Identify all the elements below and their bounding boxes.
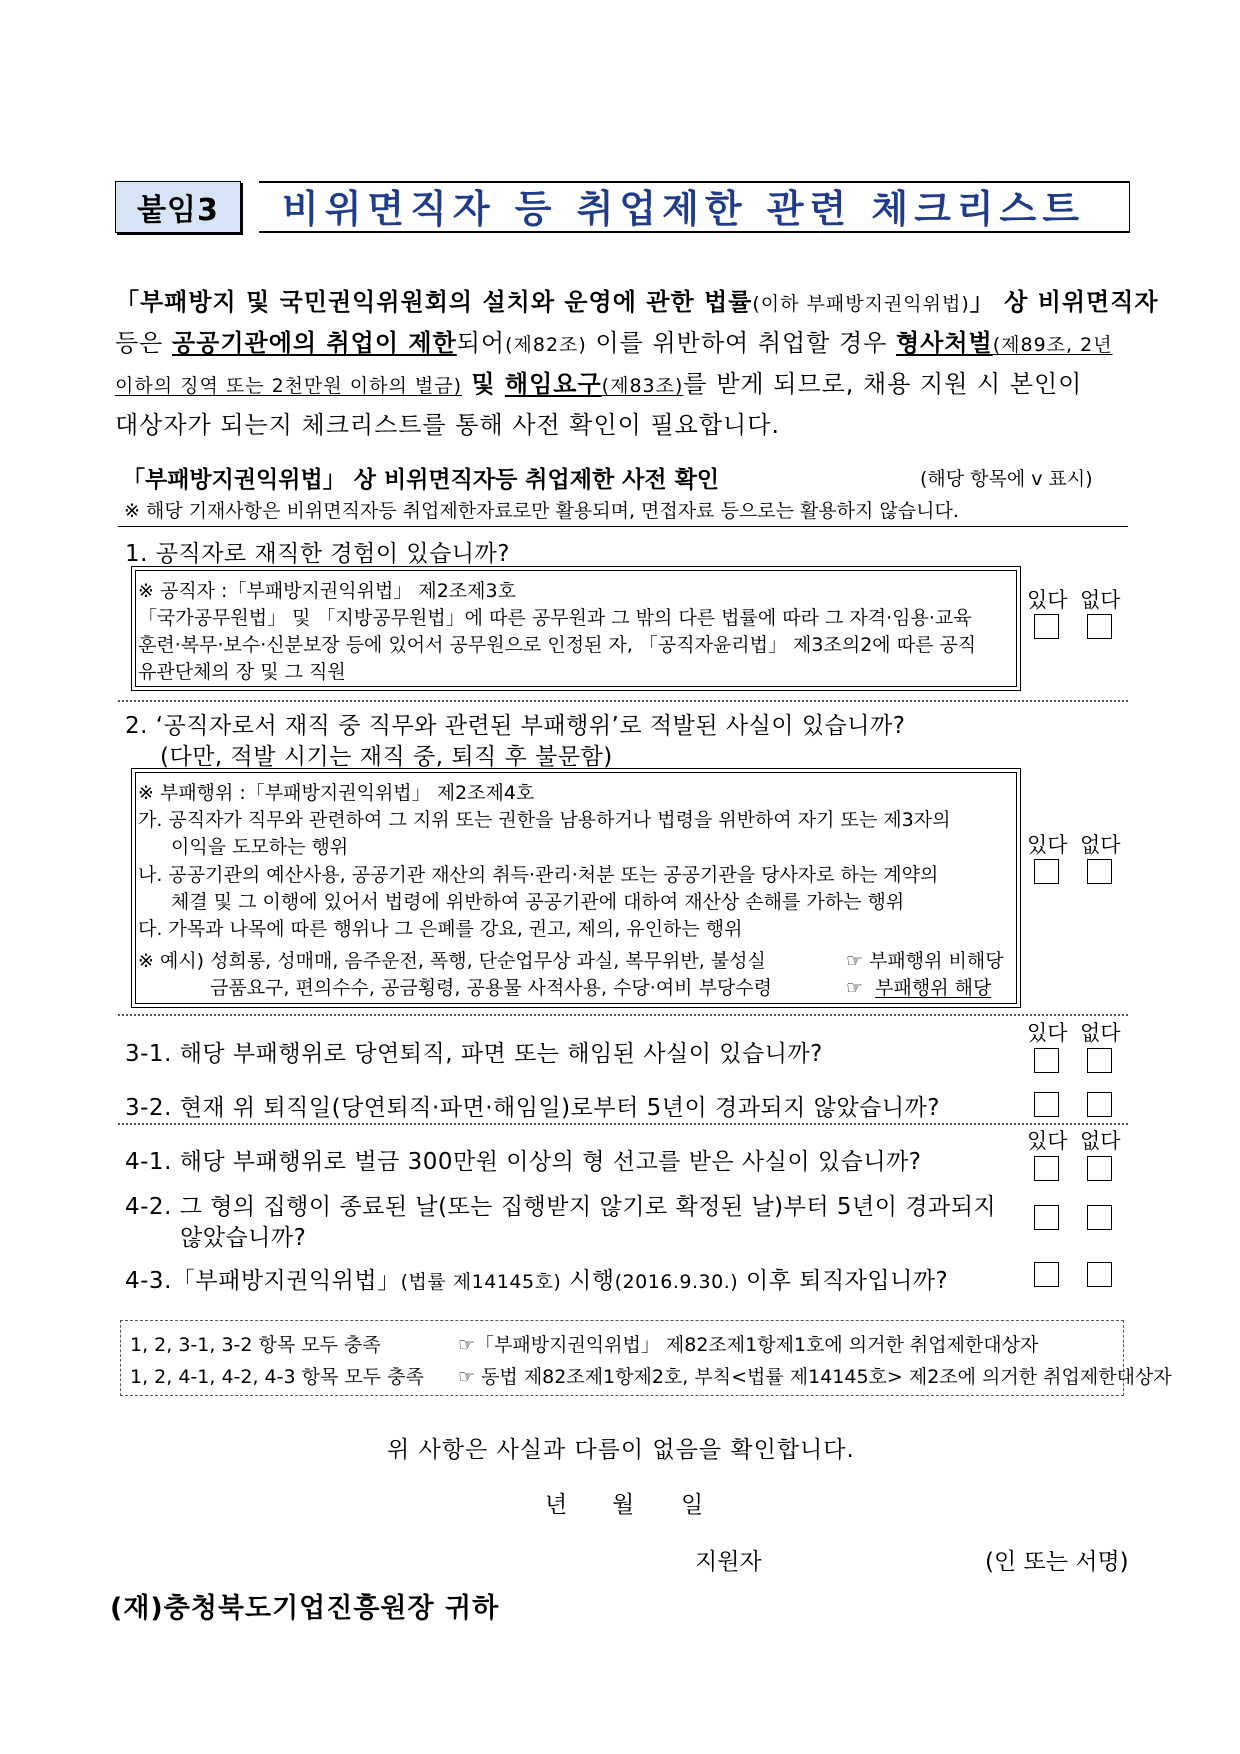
q4-no-label: 없다 bbox=[1080, 1129, 1121, 1153]
intro-line-4: 대상자가 되는지 체크리스트를 통해 사전 확인이 필요합니다. bbox=[115, 411, 781, 439]
question-3-2: 3-2. 현재 위 퇴직일(당연퇴직·파면·해임일)로부터 5년이 경과되지 않았습니까? bbox=[125, 1095, 940, 1121]
date-day-label: 일 bbox=[681, 1492, 704, 1518]
section-notice: ※ 해당 기재사항은 비위면직자등 취업제한자료로만 활용되며, 면접자료 등으로는 활용하지 않습니다. bbox=[124, 500, 959, 522]
q1-yes-label: 있다 bbox=[1027, 588, 1068, 612]
divider bbox=[118, 1014, 1128, 1016]
pointing-hand-icon: ☞ bbox=[846, 977, 864, 999]
q2-example-1: ※ 예시) 성희롱, 성매매, 음주운전, 폭행, 단순업무상 과실, 복무위반, 불성실 bbox=[138, 950, 766, 972]
q2-box-line: ※ 부패행위 :「부패방지권익위법」 제2조제4호 bbox=[138, 782, 535, 804]
q4-yes-label: 있다 bbox=[1027, 1129, 1068, 1153]
q2-no-label: 없다 bbox=[1080, 833, 1121, 857]
question-3-1: 3-1. 해당 부패행위로 당연퇴직, 파면 또는 해임된 사실이 있습니까? bbox=[125, 1041, 823, 1067]
intro-line-1: 「부패방지 및 국민권익위원회의 설치와 운영에 관한 법률(이하 부패방지권익위법)」 상 비위면직자 bbox=[115, 288, 1159, 316]
q3-2-yes-checkbox[interactable] bbox=[1034, 1092, 1059, 1117]
q3-1-yes-checkbox[interactable] bbox=[1034, 1048, 1059, 1073]
q3-2-no-checkbox[interactable] bbox=[1087, 1092, 1112, 1117]
q1-yes-checkbox[interactable] bbox=[1034, 614, 1059, 639]
q2-example-2-tag: ☞ 부패행위 해당 bbox=[846, 977, 992, 999]
attachment-badge: 붙임3 bbox=[115, 181, 241, 233]
q2-box-line: 나. 공공기관의 예산사용, 공공기관 재산의 취득·관리·처분 또는 공공기관을 당사자로 하는 계약의 bbox=[138, 864, 939, 886]
conclusion-condition: 1, 2, 3-1, 3-2 항목 모두 충족 bbox=[130, 1334, 381, 1356]
intro-line-3: 이하의 징역 또는 2천만원 이하의 벌금) 및 해임요구(제83조)를 받게 되므로, 채용 지원 시 본인이 bbox=[115, 370, 1083, 398]
q4-2-no-checkbox[interactable] bbox=[1087, 1205, 1112, 1230]
intro-line-2: 등은 공공기관에의 취업이 제한되어(제82조) 이를 위반하여 취업할 경우 형사처벌(제89조, 2년 bbox=[115, 329, 1113, 357]
recipient: (재)충청북도기업진흥원장 귀하 bbox=[110, 1593, 500, 1624]
q2-box-line: 이익을 도모하는 행위 bbox=[171, 836, 349, 858]
q1-no-checkbox[interactable] bbox=[1087, 614, 1112, 639]
q1-box-line: 「국가공무원법」 및 「지방공무원법」에 따른 공무원과 그 밖의 다른 법률에 따라 그 자격·임용·교육 bbox=[138, 607, 972, 629]
divider bbox=[118, 700, 1128, 702]
question-4-2: 4-2. 그 형의 집행이 종료된 날(또는 집행받지 않기로 확정된 날)부터 5년이 경과되지 bbox=[125, 1194, 997, 1220]
q1-no-label: 없다 bbox=[1080, 588, 1121, 612]
question-2-sub: (다만, 적발 시기는 재직 중, 퇴직 후 불문함) bbox=[160, 744, 613, 770]
divider bbox=[118, 1123, 1128, 1125]
conclusion-condition: 1, 2, 4-1, 4-2, 4-3 항목 모두 충족 bbox=[130, 1366, 424, 1388]
q2-box-line: 가. 공직자가 직무와 관련하여 그 지위 또는 권한을 남용하거나 법령을 위반하여 자기 또는 제3자의 bbox=[138, 809, 951, 831]
applicant-label: 지원자 bbox=[695, 1549, 762, 1575]
q3-yes-label: 있다 bbox=[1027, 1021, 1068, 1045]
q1-box-line: 훈련·복무·보수·신분보장 등에 있어서 공무원으로 인정된 자, 「공직자윤리법」 제3조의2에 따른 공직 bbox=[138, 634, 977, 656]
q2-example-1-tag: ☞ 부패행위 비해당 bbox=[846, 950, 1004, 972]
conclusion-result: ☞「부패방지권익위법」 제82조제1항제1호에 의거한 취업제한대상자 bbox=[458, 1334, 1039, 1356]
section-hint: (해당 항목에 v 표시) bbox=[920, 468, 1093, 490]
date-year-label: 년 bbox=[545, 1492, 568, 1518]
q3-1-no-checkbox[interactable] bbox=[1087, 1048, 1112, 1073]
q2-yes-label: 있다 bbox=[1027, 833, 1068, 857]
q4-3-no-checkbox[interactable] bbox=[1087, 1262, 1112, 1287]
q1-box-line: 유관단체의 장 및 그 직원 bbox=[138, 661, 346, 683]
q2-example-2: 금품요구, 편의수수, 공금횡령, 공용물 사적사용, 수당·여비 부당수령 bbox=[210, 977, 772, 999]
q4-1-no-checkbox[interactable] bbox=[1087, 1156, 1112, 1181]
conclusion-result: ☞ 동법 제82조제1항제2호, 부칙<법률 제14145호> 제2조에 의거한 취업제한대상자 bbox=[458, 1366, 1172, 1388]
q2-yes-checkbox[interactable] bbox=[1034, 859, 1059, 884]
q3-no-label: 없다 bbox=[1080, 1021, 1121, 1045]
q4-3-yes-checkbox[interactable] bbox=[1034, 1262, 1059, 1287]
question-4-2-cont: 않았습니까? bbox=[180, 1225, 307, 1251]
q4-2-yes-checkbox[interactable] bbox=[1034, 1205, 1059, 1230]
q2-no-checkbox[interactable] bbox=[1087, 859, 1112, 884]
date-month-label: 월 bbox=[612, 1492, 635, 1518]
section-divider bbox=[118, 526, 1128, 527]
section-heading: 「부패방지권익위법」 상 비위면직자등 취업제한 사전 확인 bbox=[122, 467, 720, 493]
q2-box-line: 다. 가목과 나목에 따른 행위나 그 은폐를 강요, 권고, 제의, 유인하는 행위 bbox=[138, 918, 743, 940]
question-4-1: 4-1. 해당 부패행위로 벌금 300만원 이상의 형 선고를 받은 사실이 있습니까? bbox=[125, 1149, 922, 1175]
question-1: 1. 공직자로 재직한 경험이 있습니까? bbox=[125, 541, 510, 567]
question-2: 2. ‘공직자로서 재직 중 직무와 관련된 부패행위’로 적발된 사실이 있습니까? bbox=[125, 713, 906, 739]
confirmation-statement: 위 사항은 사실과 다름이 없음을 확인합니다. bbox=[387, 1437, 855, 1463]
q4-1-yes-checkbox[interactable] bbox=[1034, 1156, 1059, 1181]
q1-box-line: ※ 공직자 :「부패방지권익위법」 제2조제3호 bbox=[138, 580, 516, 602]
q2-box-line: 체결 및 그 이행에 있어서 법령에 위반하여 공공기관에 대하여 재산상 손해를 가하는 행위 bbox=[171, 891, 905, 913]
question-4-3: 4-3.「부패방지권익위법」(법률 제14145호) 시행(2016.9.30.) 이후 퇴직자입니까? bbox=[125, 1268, 949, 1294]
document-title: 비위면직자 등 취업제한 관련 체크리스트 bbox=[282, 187, 1085, 231]
signature-label: (인 또는 서명) bbox=[985, 1549, 1129, 1575]
